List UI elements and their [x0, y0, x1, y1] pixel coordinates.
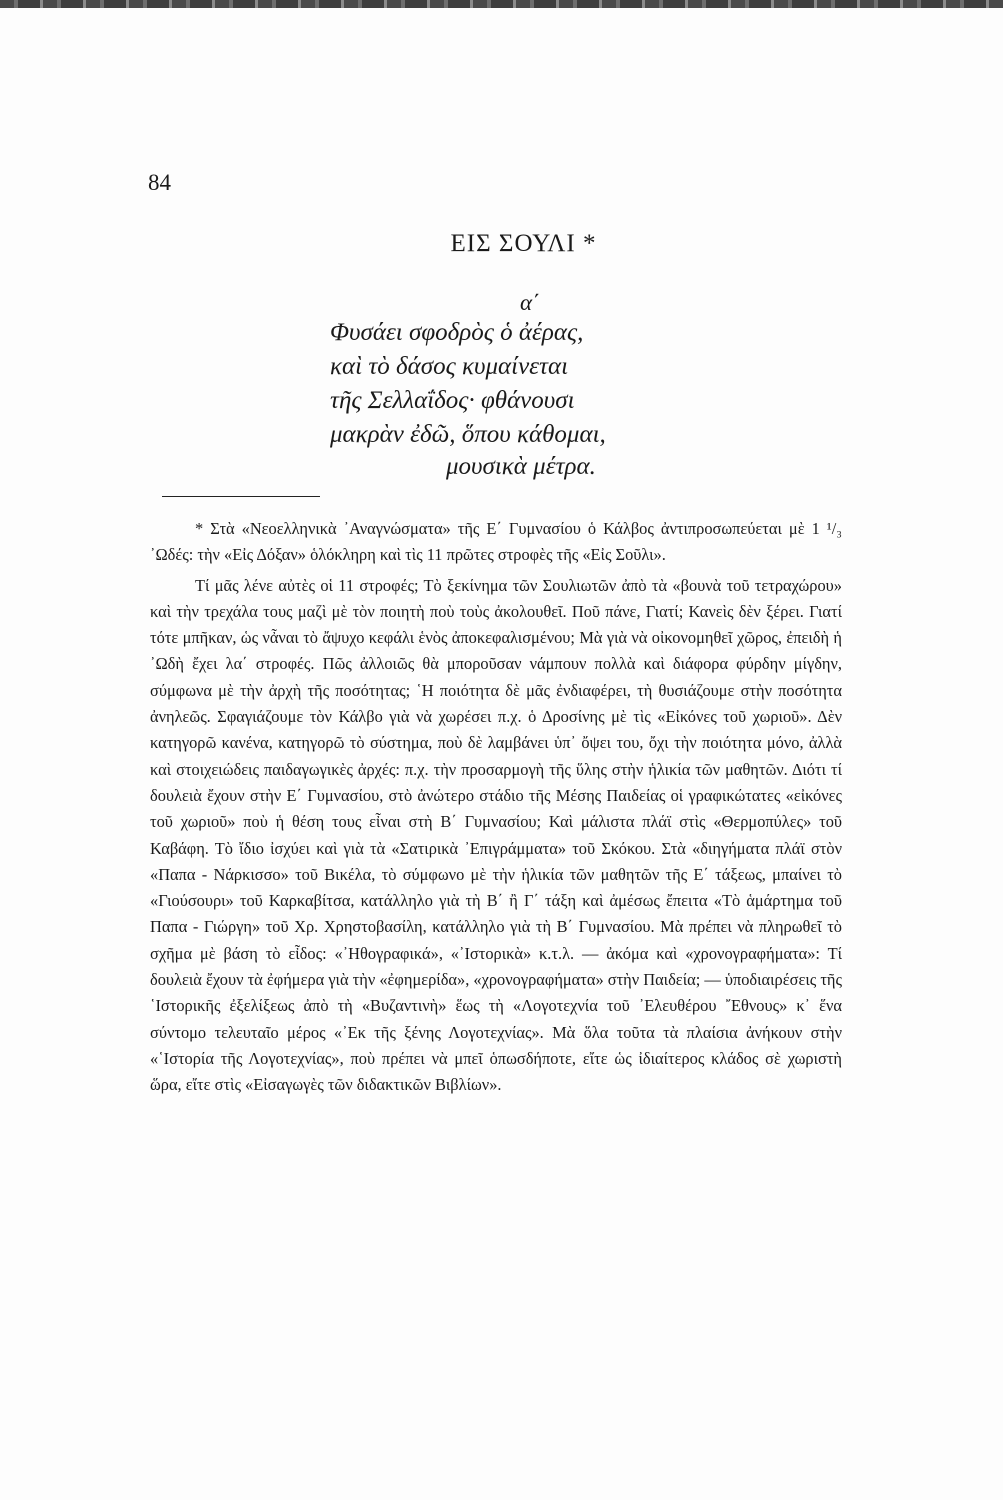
page-number: 84	[148, 170, 171, 195]
scan-top-edge	[0, 0, 1003, 8]
stanza-number: α΄	[520, 290, 540, 315]
footnote-text: * Στὰ «Νεοελληνικὰ ᾿Αναγνώσματα» τῆς Ε΄ Γυμνασίου ὁ Κάλβος ἀντιπροσωπεύεται μὲ 1 ¹/₃ ᾿Ωδές: τὴν «Εἰς Δόξαν» ὁλόκληρη καὶ τὶς 11 πρῶτες στροφὲς τῆς «Εἰς Σοῦλι».	[150, 519, 842, 565]
poem-line: τῆς Σελλαΐδος· φθάνουσι	[330, 387, 575, 414]
body-paragraph: Τί μᾶς λένε αὐτὲς οἱ 11 στροφές; Τὸ ξεκίνημα τῶν Σουλιωτῶν ἀπὸ τὰ «βουνὰ τοῦ τετραχώρου» καὶ τὴν τρεχάλα τους μαζὶ μὲ τὸν ποιητὴ ποὺ τοὺς ἀκολουθεῖ. Ποῦ πάνε, Γιατί; Κανεὶς δὲν ξέρει. Γιατί τότε μπῆκαν, ὡς νἆναι τὸ ἄψυχο κεφάλι ἑνὸς ἀποκεφαλισμένου; Μὰ γιὰ νὰ οἰκονομηθεῖ χῶρος, ἐπειδὴ ἡ ᾿Ωδὴ ἔχει λα΄ στροφές. Πῶς ἀλλοιῶς θὰ μποροῦσαν νάμπουν πολλὰ καὶ διάφορα φύρδην μίγδην, σύμφωνα μὲ τὴν ἀρχὴ τῆς ποσότητας; ῾Η ποιότητα δὲ μᾶς ἐνδιαφέρει, τὴ θυσιάζουμε στὴν ποσότητα ἀνηλεῶς. Σφαγιάζουμε τὸν Κάλβο γιὰ νὰ χωρέσει π.χ. ὁ Δροσίνης μὲ τὶς «Εἰκόνες τοῦ χωριοῦ». Δὲν κατηγορῶ κανένα, κατηγορῶ τὸ σύστημα, ποὺ δὲ λαμβάνει ὑπ᾿ ὄψει του, ὄχι τὴν ποιότητα μόνο, ἀλλὰ καὶ στοιχειώδεις παιδαγωγικὲς ἀρχές: π.χ. τὴν προσαρμογὴ τῆς ὕλης στὴν ἡλικία τῶν μαθητῶν. Διότι τί δουλειὰ ἔχουν στὴν Ε΄ Γυμνασίου, στὸ ἀνώτερο στάδιο τῆς Μέσης Παιδείας οἱ γραφικώτατες «εἰκόνες τοῦ χωριοῦ» ποὺ ἡ θέση τους εἶναι στὴ Β΄ Γυμνασίου; Καὶ μάλιστα πλάϊ στὶς «Θερμοπύλες» τοῦ Καβάφη. Τὸ ἴδιο ἰσχύει καὶ γιὰ τὰ «Σατιρικὰ ᾿Επιγράμματα» τοῦ Σκόκου. Στὰ «διηγήματα πλάϊ στὸν «Παπα - Νάρκισσο» τοῦ Βικέλα, τὸ σύμφωνο μὲ τὴν ἡλικία τῶν μαθητῶν τῆς Ε΄ τάξεως, μπαίνει τὸ «Γιούσουρι» τοῦ Καρκαβίτσα, κατάλληλο γιὰ τὴ Β΄ ἢ Γ΄ τάξη καὶ ἀμέσως ἔπειτα «Τὸ ἁμάρτημα τοῦ Παπα - Γιώργη» τοῦ Χρ. Χρηστοβασίλη, κατάλληλο γιὰ τὴ Β΄ Γυμνασίου. Μὰ πρέπει νὰ πληρωθεῖ τὸ σχῆμα μὲ βάση τὸ εἶδος: «᾿Ηθογραφικά», «᾿Ιστορικὰ» κ.τ.λ. — ἀκόμα καὶ «χρονογραφήματα»: Τί δουλειὰ ἔχουν τὰ ἐφήμερα γιὰ τὴν «ἐφημερίδα», «χρονογραφήματα» στὴν Παιδεία; — ὑποδιαιρέσεις τῆς ῾Ιστορικῆς ἐξελίξεως ἀπὸ τὴ «Βυζαντινὴ» ἕως τὴ «Λογοτεχνία τοῦ ᾿Ελευθέρου ῎Εθνους» κ᾿ ἕνα σύντομο τελευταῖο μέρος «᾿Εκ τῆς ξένης Λογοτεχνίας». Μὰ ὅλα τοῦτα τὰ πλαίσια ἀνήκουν στὴν «῾Ιστορία τῆς Λογοτεχνίας», ποὺ πρέπει νὰ μπεῖ ὁπωσδήποτε, εἴτε ὡς ἰδιαίτερος κλάδος σὲ χωριστὴ ὥρα, εἴτε στὶς «Εἰσαγωγὲς τῶν διδακτικῶν Βιβλίων».	[150, 575, 842, 1095]
poem-line: καὶ τὸ δάσος κυμαίνεται	[330, 353, 569, 380]
footnote-rule	[162, 496, 320, 497]
poem-line: μουσικὰ μέτρα.	[446, 453, 596, 480]
poem-line: μακρὰν ἐδῶ, ὅπου κάθομαι,	[330, 421, 606, 448]
poem-line: Φυσάει σφοδρὸς ὁ ἀέρας,	[330, 319, 584, 346]
poem-title: ΕΙΣ ΣΟΥΛΙ *	[450, 230, 597, 257]
footnote-section	[150, 516, 842, 1099]
